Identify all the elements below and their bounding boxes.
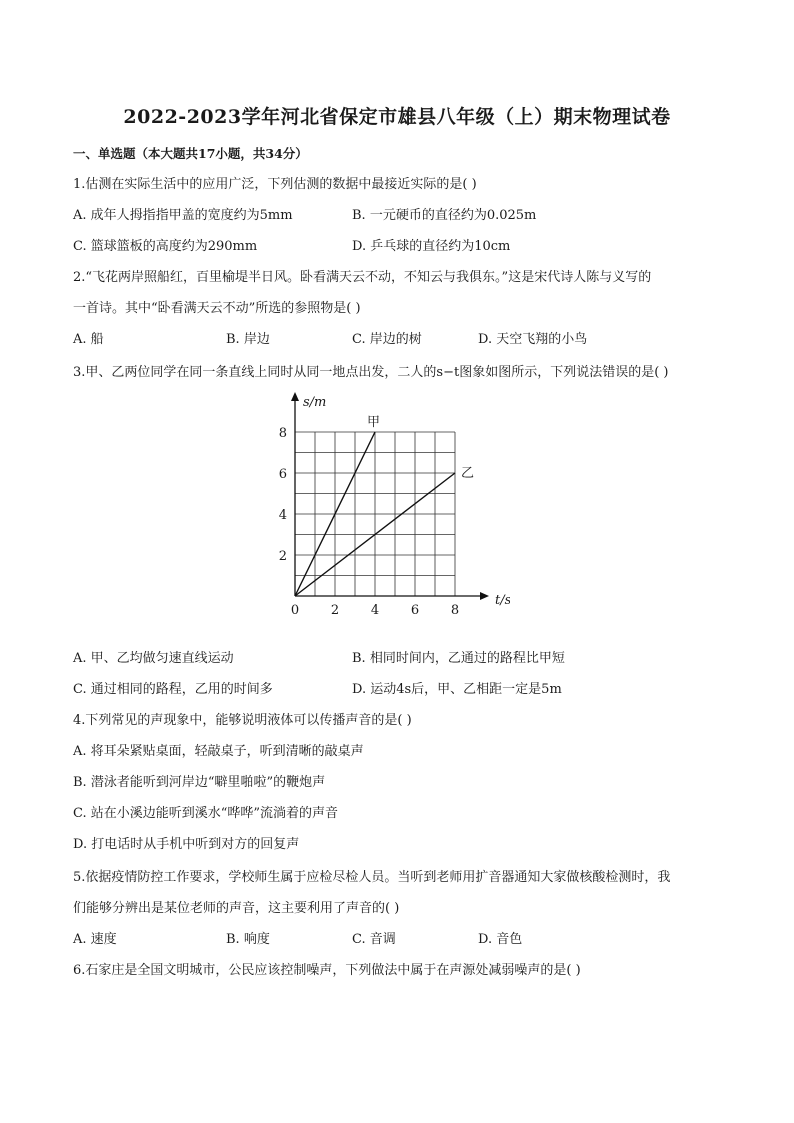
- document-title: 2022-2023学年河北省保定市雄县八年级（上）期末物理试卷: [123, 106, 671, 128]
- question-5-option-d: D. 音色: [478, 932, 523, 947]
- y-tick-label: 2: [278, 549, 287, 564]
- section-heading: 一、单选题（本大题共17小题，共34分）: [73, 146, 308, 161]
- question-4-stem: 4.下列常见的声现象中，能够说明液体可以传播声音的是( ): [73, 713, 412, 728]
- question-3-option-b: B. 相同时间内，乙通过的路程比甲短: [352, 651, 565, 666]
- x-tick-label: 4: [370, 603, 380, 618]
- x-tick-label: 0: [290, 603, 300, 618]
- question-3-option-d: D. 运动4s后，甲、乙相距一定是5m: [352, 682, 562, 697]
- x-axis-label: t/s: [495, 593, 510, 608]
- question-5-stem-line-1: 5.依据疫情防控工作要求，学校师生属于应检尽检人员。当听到老师用扩音器通知大家做核酸检测时，我: [73, 870, 671, 885]
- st-graph-svg: [270, 384, 510, 620]
- question-3-stem: 3.甲、乙两位同学在同一条直线上同时从同一地点出发，二人的s−t图象如图所示，下列说法错误的是( ): [73, 365, 669, 380]
- question-1-stem: 1.估测在实际生活中的应用广泛，下列估测的数据中最接近实际的是( ): [73, 177, 477, 192]
- question-5-option-a: A. 速度: [73, 932, 117, 947]
- series-label-1: 甲: [367, 415, 381, 430]
- question-2-option-b: B. 岸边: [226, 332, 270, 347]
- x-tick-label: 8: [450, 603, 460, 618]
- x-tick-label: 2: [330, 603, 340, 618]
- question-1-option-a: A. 成年人拇指指甲盖的宽度约为5mm: [73, 208, 293, 223]
- question-4-option-b: B. 潜泳者能听到河岸边“噼里啪啦”的鞭炮声: [73, 775, 326, 790]
- series-label-2: 乙: [461, 466, 475, 481]
- question-4-option-d: D. 打电话时从手机中听到对方的回复声: [73, 837, 300, 852]
- question-2-option-a: A. 船: [73, 332, 104, 347]
- y-tick-label: 8: [278, 426, 287, 441]
- question-2-option-c: C. 岸边的树: [352, 332, 422, 347]
- y-axis-label: s/m: [303, 395, 327, 410]
- question-5-stem-line-2: 们能够分辨出是某位老师的声音，这主要利用了声音的( ): [73, 901, 400, 916]
- question-3-option-c: C. 通过相同的路程，乙用的时间多: [73, 682, 273, 697]
- question-4-option-a: A. 将耳朵紧贴桌面，轻敲桌子，听到清晰的敲桌声: [73, 744, 364, 759]
- question-3-option-a: A. 甲、乙均做匀速直线运动: [73, 651, 234, 666]
- x-tick-label: 6: [410, 603, 420, 618]
- question-1-option-c: C. 篮球篮板的高度约为290mm: [73, 239, 258, 254]
- st-graph: [270, 384, 510, 620]
- question-4-option-c: C. 站在小溪边能听到溪水“哗哗”流淌着的声音: [73, 806, 339, 821]
- question-5-option-c: C. 音调: [352, 932, 396, 947]
- x-axis-arrow: [480, 592, 489, 600]
- y-axis-arrow: [291, 392, 299, 401]
- y-tick-label: 6: [278, 467, 287, 482]
- question-2-stem-line-1: 2.“飞花两岸照船红，百里榆堤半日风。卧看满天云不动，不知云与我俱东。”这是宋代诗人陈与义写的: [73, 270, 652, 285]
- y-tick-label: 4: [278, 508, 287, 523]
- question-1-option-d: D. 乒乓球的直径约为10cm: [352, 239, 511, 254]
- question-1-option-b: B. 一元硬币的直径约为0.025m: [352, 208, 537, 223]
- question-6-stem: 6.石家庄是全国文明城市，公民应该控制噪声，下列做法中属于在声源处减弱噪声的是( ): [73, 963, 581, 978]
- question-2-option-d: D. 天空飞翔的小鸟: [478, 332, 588, 347]
- question-5-option-b: B. 响度: [226, 932, 270, 947]
- question-2-stem-line-2: 一首诗。其中“卧看满天云不动”所选的参照物是( ): [73, 301, 361, 316]
